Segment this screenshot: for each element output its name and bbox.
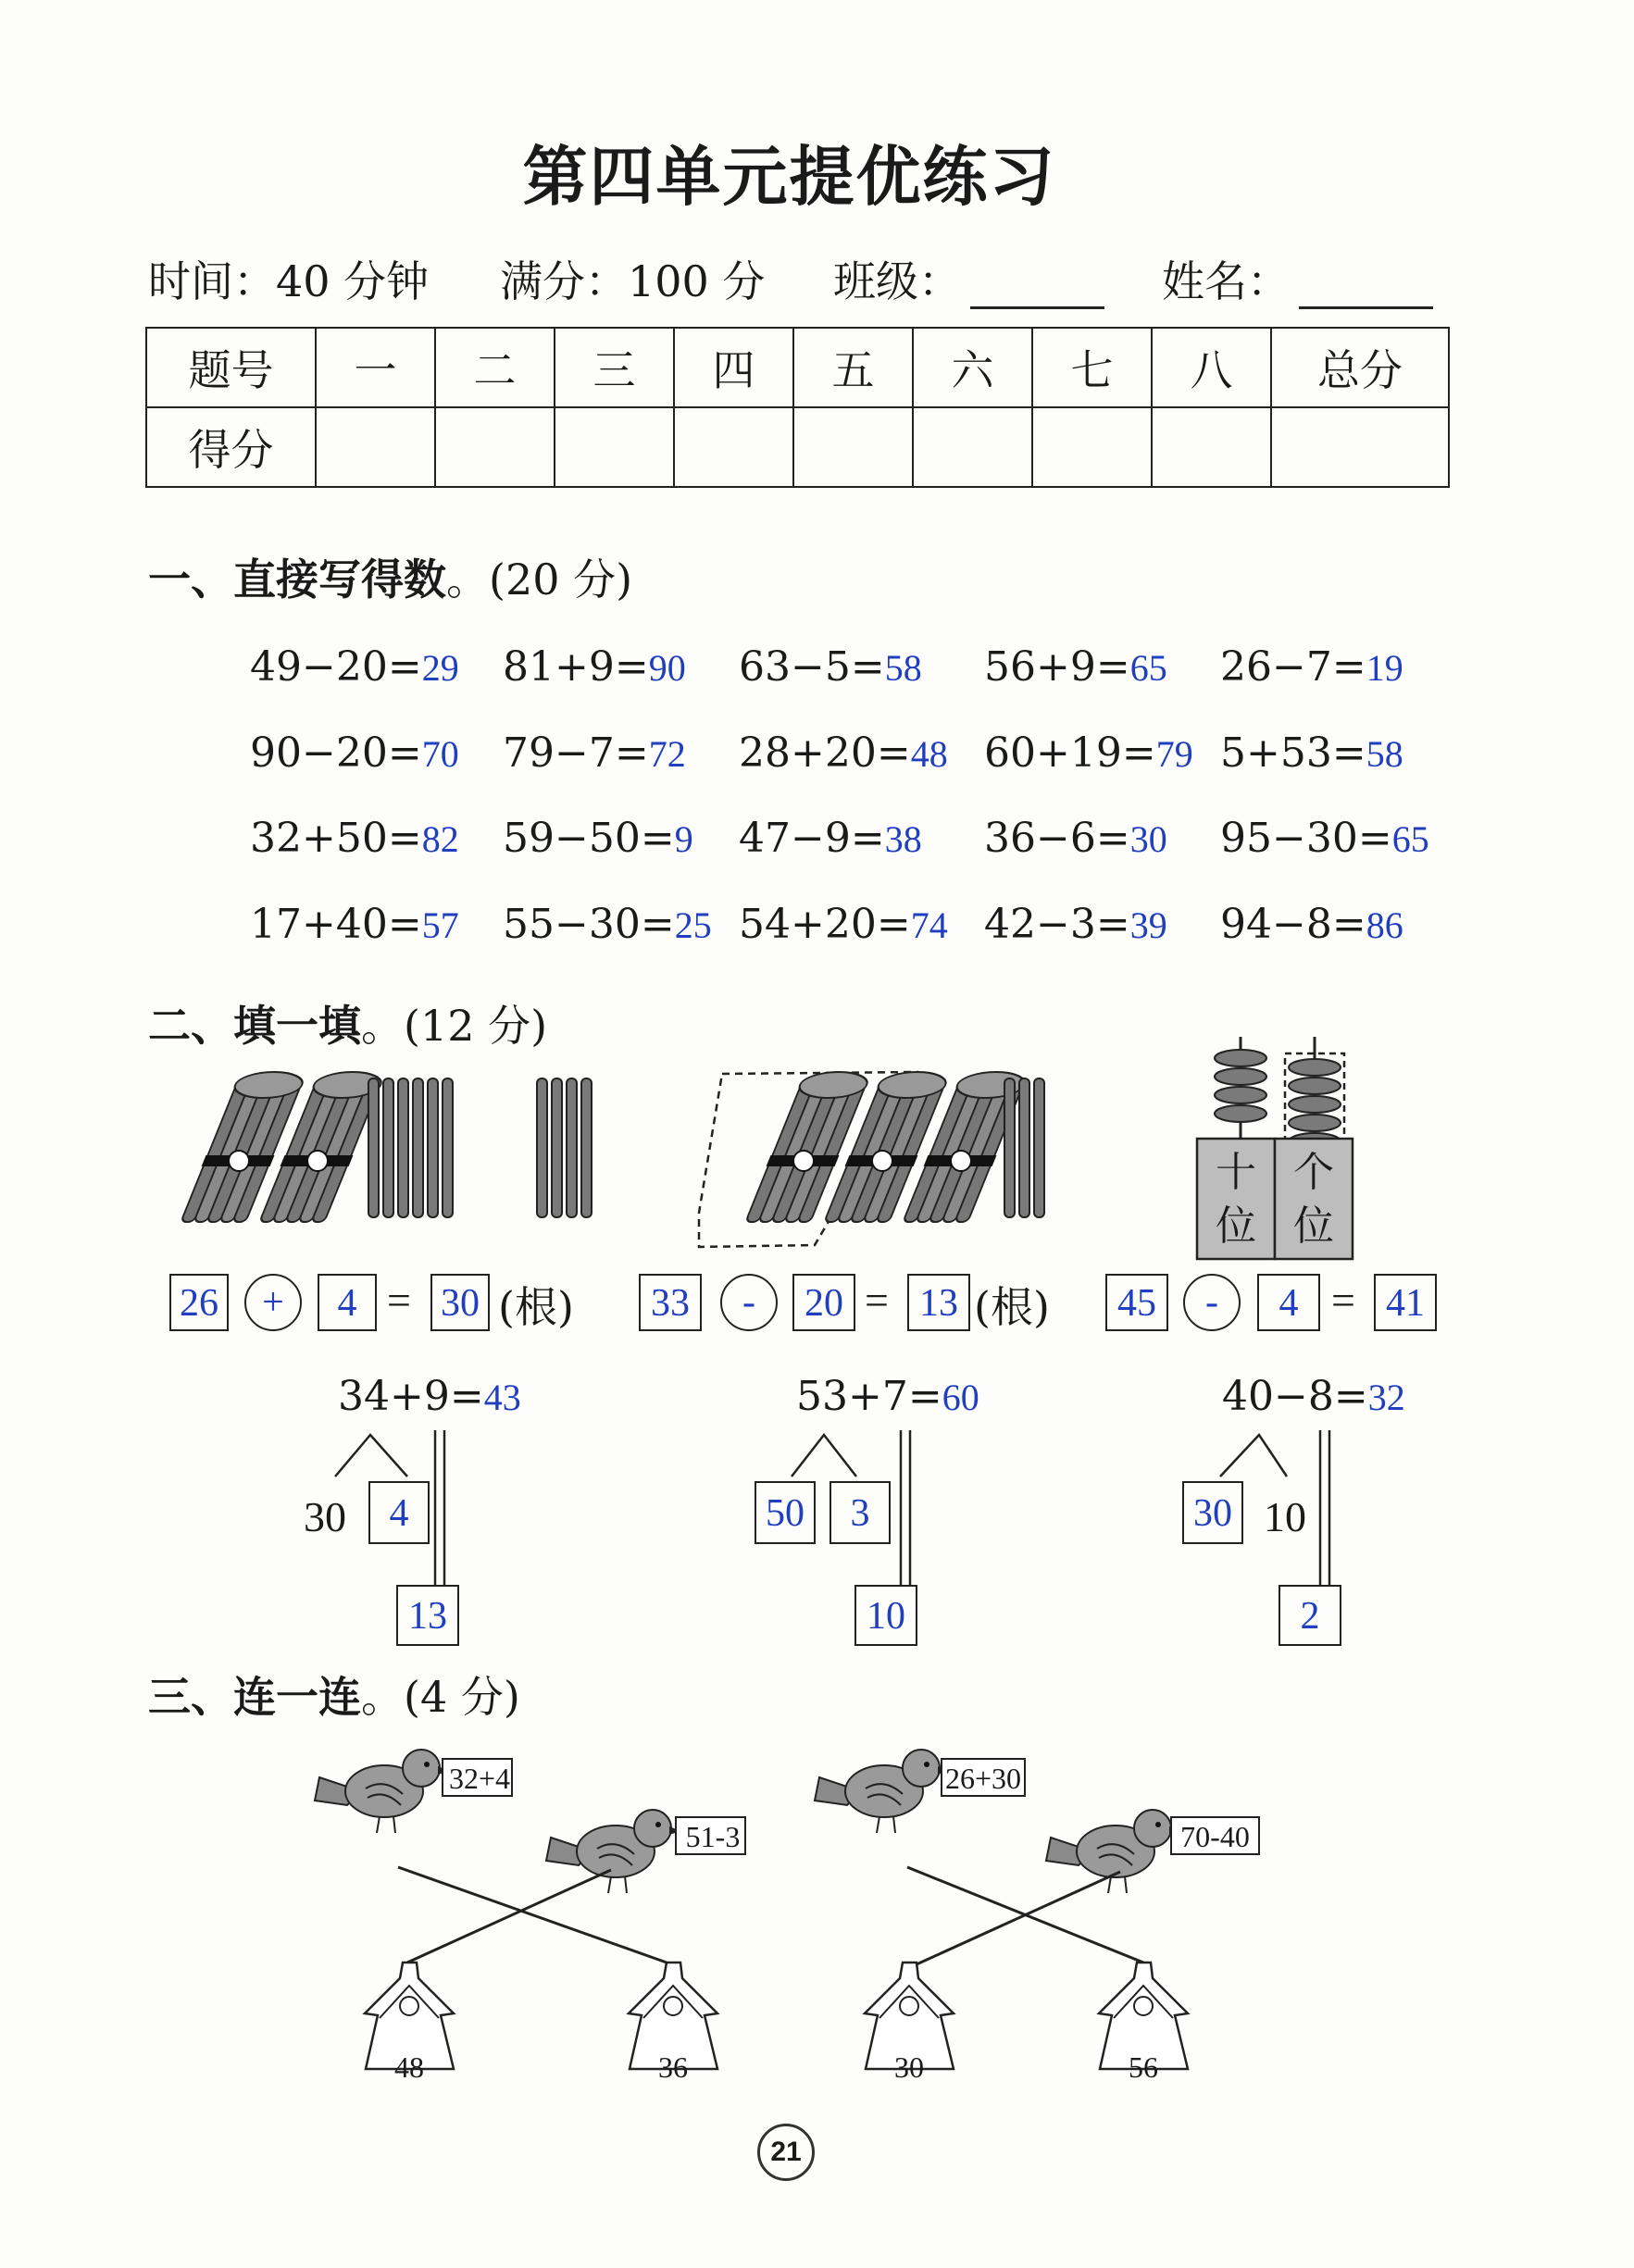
- split3-equation: 40−8=32: [1222, 1373, 1405, 1420]
- math-answer[interactable]: 57: [421, 904, 459, 946]
- math-item: [250, 815, 459, 862]
- house-label-3: 30: [894, 2050, 924, 2084]
- math-answer[interactable]: 65: [1129, 647, 1167, 689]
- math-question: 63−5=: [739, 643, 885, 691]
- math-question: 79−7=: [503, 729, 649, 777]
- eq1-op-circle[interactable]: +: [244, 1274, 302, 1331]
- eq3-b-box[interactable]: 4: [1257, 1274, 1320, 1331]
- eq1-result-box[interactable]: 30: [430, 1274, 490, 1331]
- page-title: 第四单元提优练习: [522, 138, 1056, 215]
- math-answer[interactable]: 82: [421, 818, 459, 860]
- bird-label-1: 32+4: [448, 1762, 511, 1795]
- math-answer[interactable]: 39: [1129, 904, 1167, 946]
- math-question: 47−9=: [739, 815, 885, 862]
- math-question: 54+20=: [739, 901, 911, 948]
- house-label-1: 48: [394, 2050, 424, 2084]
- math-answer[interactable]: 90: [648, 647, 686, 689]
- math-question: 81+9=: [503, 643, 649, 691]
- math-item: [250, 729, 459, 777]
- score-table-score-row: 得分: [146, 407, 1449, 487]
- math-item: [503, 729, 686, 777]
- section1-heading: 一、直接写得数。(20 分): [148, 555, 633, 604]
- math-question: 32+50=: [250, 815, 422, 862]
- math-item: [739, 815, 922, 862]
- bird-label-4: 70-40: [1180, 1820, 1250, 1853]
- eq3-equals: =: [1331, 1277, 1355, 1324]
- split1-bottom-box[interactable]: 13: [396, 1585, 459, 1646]
- math-answer[interactable]: 86: [1366, 904, 1403, 946]
- bird-label-3: 26+30: [944, 1762, 1022, 1795]
- house-label-4: 56: [1129, 2050, 1158, 2084]
- score-table: [145, 327, 1450, 488]
- math-item: [739, 901, 948, 948]
- math-answer[interactable]: 38: [884, 818, 922, 860]
- split3-bottom-box[interactable]: 2: [1279, 1585, 1341, 1646]
- split3-mid: 10: [1264, 1493, 1306, 1540]
- eq1-equals: =: [387, 1277, 411, 1324]
- math-item: [1220, 815, 1429, 862]
- eq1-a-box[interactable]: 26: [169, 1274, 229, 1331]
- math-answer[interactable]: 58: [1366, 733, 1403, 775]
- math-question: 94−8=: [1220, 901, 1366, 948]
- math-item: [1220, 643, 1403, 691]
- eq3-a-box[interactable]: 45: [1105, 1274, 1168, 1331]
- class-input[interactable]: [970, 262, 1104, 309]
- math-item: [503, 643, 686, 691]
- eq2-b-box[interactable]: 20: [792, 1274, 855, 1331]
- split1-left: 30: [304, 1493, 346, 1540]
- math-item: [503, 901, 712, 948]
- math-question: 95−30=: [1220, 815, 1392, 862]
- math-item: [984, 901, 1167, 948]
- math-question: 59−50=: [503, 815, 675, 862]
- math-answer[interactable]: 58: [884, 647, 922, 689]
- math-item: [250, 643, 459, 691]
- abacus-tens-label: 十位: [1216, 1149, 1256, 1250]
- split2-bottom-box[interactable]: 10: [854, 1585, 917, 1646]
- score-table-header-row: 题号 一 二 三 四 五 六 七 八 总分: [146, 328, 1449, 407]
- eq1-b-box[interactable]: 4: [318, 1274, 377, 1331]
- math-item: [1220, 729, 1403, 777]
- math-item: [250, 901, 459, 948]
- math-question: 17+40=: [250, 901, 422, 948]
- eq2-a-box[interactable]: 33: [639, 1274, 702, 1331]
- eq3-op-circle[interactable]: -: [1183, 1274, 1241, 1331]
- math-answer[interactable]: 29: [421, 647, 459, 689]
- section2-heading: 二、填一填。(12 分): [148, 1001, 548, 1051]
- eq2-unit: (根): [974, 1282, 1050, 1332]
- split2-mid-box[interactable]: 3: [829, 1481, 891, 1544]
- math-answer[interactable]: 48: [910, 733, 948, 775]
- math-item: [739, 729, 948, 777]
- house-label-2: 36: [658, 2050, 688, 2084]
- full-score-field: 满分：100 分: [500, 256, 766, 306]
- math-answer[interactable]: 65: [1391, 818, 1429, 860]
- eq1-unit: (根): [498, 1282, 574, 1332]
- eq2-result-box[interactable]: 13: [907, 1274, 970, 1331]
- math-question: 60+19=: [984, 729, 1156, 777]
- math-answer[interactable]: 19: [1366, 647, 1403, 689]
- math-question: 56+9=: [984, 643, 1130, 691]
- split2-left-box[interactable]: 50: [755, 1481, 816, 1544]
- abacus-ones-label: 个位: [1293, 1149, 1334, 1250]
- math-answer[interactable]: 74: [910, 904, 948, 946]
- math-question: 5+53=: [1220, 729, 1366, 777]
- math-question: 42−3=: [984, 901, 1130, 948]
- math-question: 36−6=: [984, 815, 1130, 862]
- math-item: [984, 729, 1193, 777]
- split1-equation: 34+9=43: [338, 1373, 521, 1420]
- math-item: [984, 643, 1167, 691]
- split1-mid-box[interactable]: 4: [368, 1481, 430, 1544]
- math-answer[interactable]: 72: [648, 733, 686, 775]
- math-item: [1220, 901, 1403, 948]
- eq2-op-circle[interactable]: -: [720, 1274, 778, 1331]
- math-item: [984, 815, 1167, 862]
- bird-label-2: 51-3: [685, 1820, 741, 1853]
- math-question: 49−20=: [250, 643, 422, 691]
- eq3-result-box[interactable]: 41: [1374, 1274, 1437, 1331]
- math-question: 55−30=: [503, 901, 675, 948]
- math-answer[interactable]: 79: [1155, 733, 1193, 775]
- math-question: 28+20=: [739, 729, 911, 777]
- section3-heading: 三、连一连。(4 分): [148, 1672, 520, 1722]
- split3-left-box[interactable]: 30: [1182, 1481, 1243, 1544]
- math-answer[interactable]: 70: [421, 733, 459, 775]
- math-answer[interactable]: 9: [674, 818, 693, 860]
- name-field: 姓名：: [1162, 248, 1433, 309]
- math-question: 26−7=: [1220, 643, 1366, 691]
- name-input[interactable]: [1299, 262, 1433, 309]
- math-answer[interactable]: 30: [1129, 818, 1167, 860]
- eq2-equals: =: [865, 1277, 889, 1324]
- class-field: 班级：: [833, 248, 1104, 309]
- math-question: 90−20=: [250, 729, 422, 777]
- page-number: 21: [757, 2124, 815, 2181]
- math-item: [503, 815, 693, 862]
- math-answer[interactable]: 25: [674, 904, 712, 946]
- time-field: 时间：40 分钟: [148, 256, 430, 306]
- split2-equation: 53+7=60: [796, 1373, 979, 1420]
- math-item: [739, 643, 922, 691]
